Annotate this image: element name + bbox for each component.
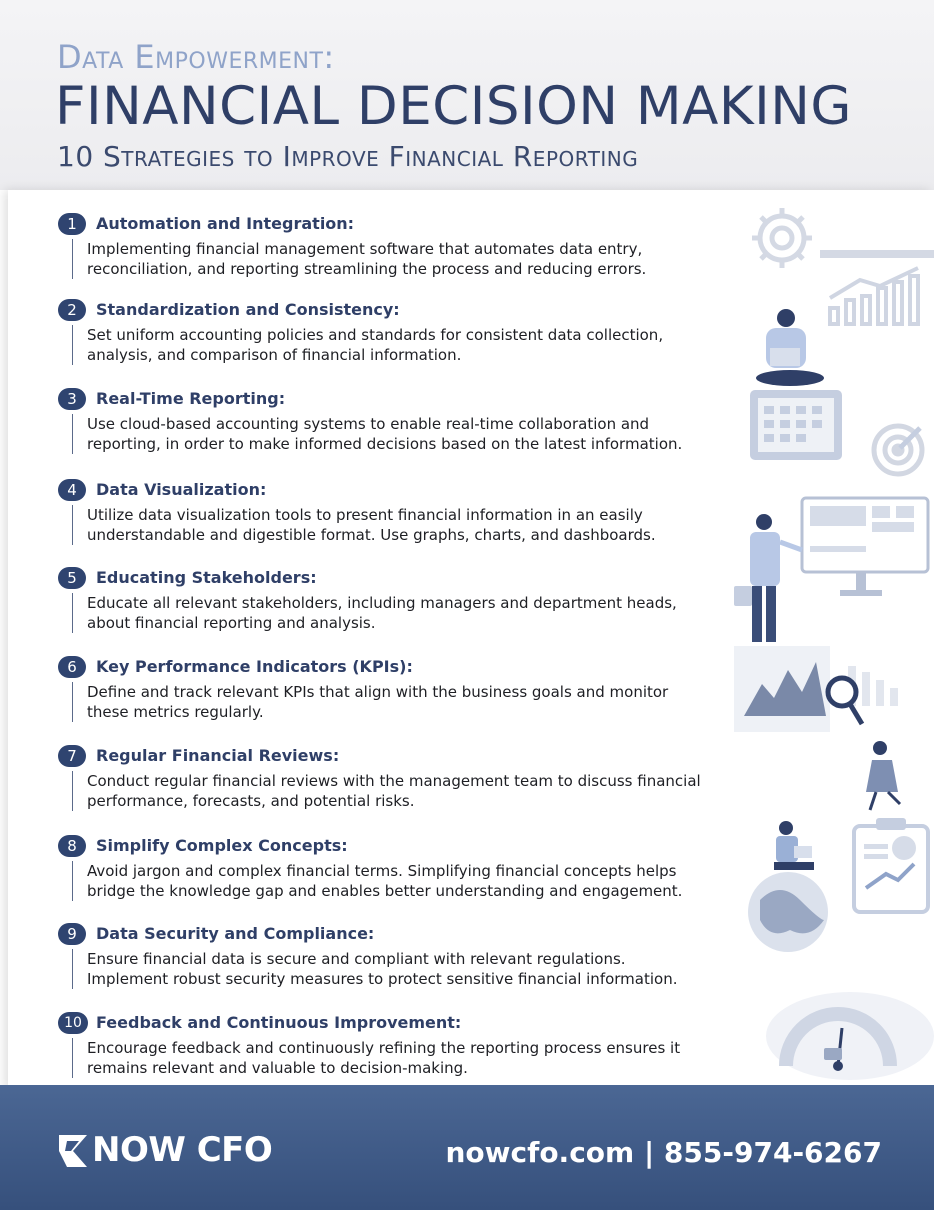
strategy-item <box>58 479 708 545</box>
strategy-item <box>58 567 708 633</box>
growth-chart-icon <box>830 268 918 324</box>
strategy-number-badge: 2 <box>58 299 86 321</box>
strategy-description: Ensure financial data is secure and compliant with relevant regulations. Implement robust security measures to protect sensitive financial information. <box>72 949 708 989</box>
illustration-column <box>730 200 934 1080</box>
strategy-description: Utilize data visualization tools to present financial information in an easily understandable and digestible format. Use graphs, charts, and dashboards. <box>72 505 708 545</box>
strategy-title: Regular Financial Reviews: <box>96 746 340 765</box>
strategy-item <box>58 299 708 365</box>
strategy-description: Avoid jargon and complex financial terms. Simplifying financial concepts helps bridge the knowledge gap and enables better understanding and engagement. <box>72 861 708 901</box>
strategy-description: Educate all relevant stakeholders, including managers and department heads, about financial reporting and analysis. <box>72 593 708 633</box>
strategy-title: Simplify Complex Concepts: <box>96 836 348 855</box>
now-cfo-logo-icon <box>57 1133 91 1169</box>
strategy-title: Educating Stakeholders: <box>96 568 317 587</box>
globe-person-icon <box>748 821 828 952</box>
strategy-title: Data Security and Compliance: <box>96 924 375 943</box>
strategy-item <box>58 656 708 722</box>
strategy-item <box>58 388 708 454</box>
strategy-number-badge: 6 <box>58 656 86 678</box>
contact-info: nowcfo.com | 855-974-6267 <box>445 1136 882 1169</box>
strategy-number-badge: 1 <box>58 213 86 235</box>
strategy-item <box>58 923 708 989</box>
strategy-title: Data Visualization: <box>96 480 267 499</box>
strategy-item <box>58 745 708 811</box>
strategy-number-badge: 10 <box>58 1012 88 1034</box>
strategy-title: Automation and Integration: <box>96 214 355 233</box>
strategy-title: Feedback and Continuous Improvement: <box>96 1013 462 1032</box>
strategy-number-badge: 9 <box>58 923 86 945</box>
strategy-description: Conduct regular financial reviews with the management team to discuss financial performance, forecasts, and potential risks. <box>72 771 708 811</box>
strategy-item <box>58 835 708 901</box>
gear-icon <box>752 208 812 268</box>
brand-name: NOW CFO <box>92 1130 273 1170</box>
gauge-icon <box>766 992 934 1080</box>
strategy-title: Standardization and Consistency: <box>96 300 400 319</box>
strategy-number-badge: 8 <box>58 835 86 857</box>
strategy-number-badge: 3 <box>58 388 86 410</box>
page-subtitle: 10 Strategies to Improve Financial Reporting <box>57 140 639 173</box>
presenter-icon <box>734 498 928 642</box>
strategy-description: Encourage feedback and continuously refining the reporting process ensures it remains relevant and valuable to decision-making. <box>72 1038 708 1078</box>
strategy-item <box>58 1012 708 1078</box>
page-header <box>0 0 934 190</box>
strategy-description: Set uniform accounting policies and standards for consistent data collection, analysis, and comparison of financial information. <box>72 325 708 365</box>
strategy-item <box>58 213 708 279</box>
strategy-title: Key Performance Indicators (KPIs): <box>96 657 413 676</box>
strategy-number-badge: 5 <box>58 567 86 589</box>
analytics-chart-icon <box>734 646 898 732</box>
strategy-number-badge: 4 <box>58 479 86 501</box>
strategy-description: Use cloud-based accounting systems to enable real-time collaboration and reporting, in order to make informed decisions based on the latest information. <box>72 414 708 454</box>
strategy-description: Implementing financial management software that automates data entry, reconciliation, and reporting streamlining the process and reducing errors. <box>72 239 708 279</box>
target-icon <box>874 426 922 474</box>
calendar-icon <box>750 390 842 460</box>
report-clipboard-icon <box>854 818 928 912</box>
bar-decoration <box>820 250 934 258</box>
strategy-number-badge: 7 <box>58 745 86 767</box>
page-title: FINANCIAL DECISION MAKING <box>55 76 852 137</box>
person-laptop-icon <box>756 309 824 386</box>
strategy-description: Define and track relevant KPIs that align with the business goals and monitor these metrics regularly. <box>72 682 708 722</box>
strategy-title: Real-Time Reporting: <box>96 389 286 408</box>
header-kicker: Data Empowerment: <box>57 38 335 76</box>
